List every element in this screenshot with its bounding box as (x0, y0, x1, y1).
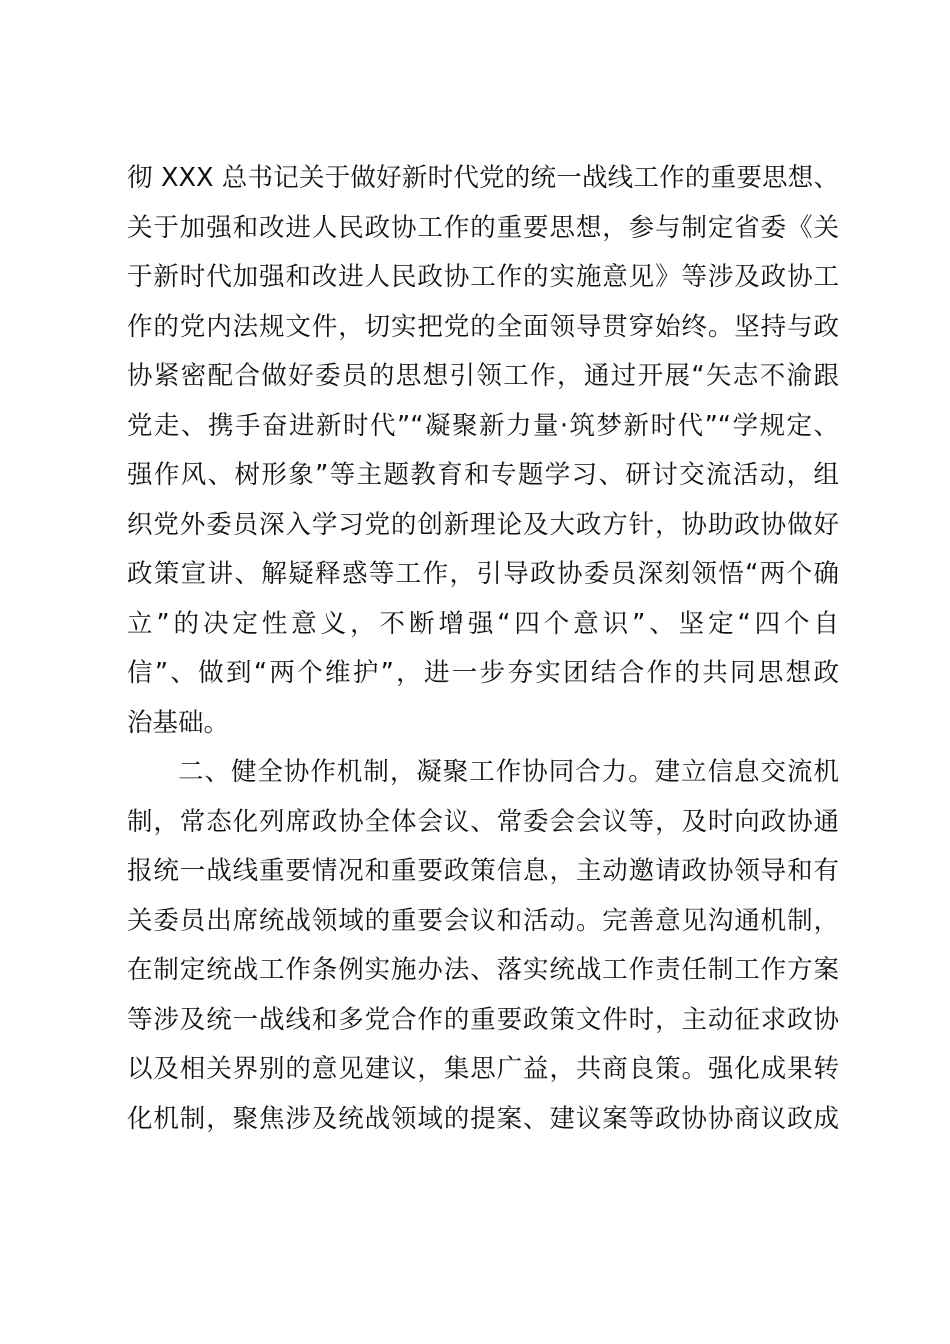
text-line: 治基础。 (127, 707, 230, 738)
text-line: 化机制，聚焦涉及统战领域的提案、建议案等政协协商议政成 (127, 1103, 839, 1134)
text-line: 政策宣讲、解疑释惑等工作，引导政协委员深刻领悟“两个确 (127, 559, 839, 589)
paragraph-2 (127, 748, 839, 1144)
text-line: 以及相关界别的意见建议，集思广益，共商良策。强化成果转 (127, 1054, 839, 1084)
text-line: 立”的决定性意义，不断增强“四个意识”、坚定“四个自 (127, 608, 839, 639)
text-line: 于新时代加强和改进人民政协工作的实施意见》等涉及政协工 (127, 262, 839, 292)
text-line: 关委员出席统战领域的重要会议和活动。完善意见沟通机制， (127, 905, 839, 936)
text-line: 强作风、树形象”等主题教育和专题学习、研讨交流活动，组 (127, 460, 839, 490)
text-line: 关于加强和改进人民政协工作的重要思想，参与制定省委《关 (127, 212, 839, 243)
text-line: 在制定统战工作条例实施办法、落实统战工作责任制工作方案 (127, 955, 839, 985)
text-line: 彻 XXX 总书记关于做好新时代党的统一战线工作的重要思想、 (127, 163, 839, 193)
text-line: 党走、携手奋进新时代”“凝聚新力量·筑梦新时代”“学规定、 (127, 410, 839, 441)
paragraph-1 (127, 154, 839, 748)
document-body (127, 154, 839, 1144)
text-line: 信”、做到“两个维护”，进一步夯实团结合作的共同思想政 (127, 658, 839, 688)
text-line: 报统一战线重要情况和重要政策信息，主动邀请政协领导和有 (127, 856, 839, 886)
text-line: 织党外委员深入学习党的创新理论及大政方针，协助政协做好 (127, 509, 839, 540)
section-heading-line: 二、健全协作机制，凝聚工作协同合力。建立信息交流机 (178, 757, 839, 787)
text-line: 协紧密配合做好委员的思想引领工作，通过开展“矢志不渝跟 (127, 361, 839, 391)
text-line: 制，常态化列席政协全体会议、常委会会议等，及时向政协通 (127, 806, 839, 837)
text-line: 等涉及统一战线和多党合作的重要政策文件时，主动征求政协 (127, 1004, 839, 1035)
text-line: 作的党内法规文件，切实把党的全面领导贯穿始终。坚持与政 (127, 311, 839, 342)
